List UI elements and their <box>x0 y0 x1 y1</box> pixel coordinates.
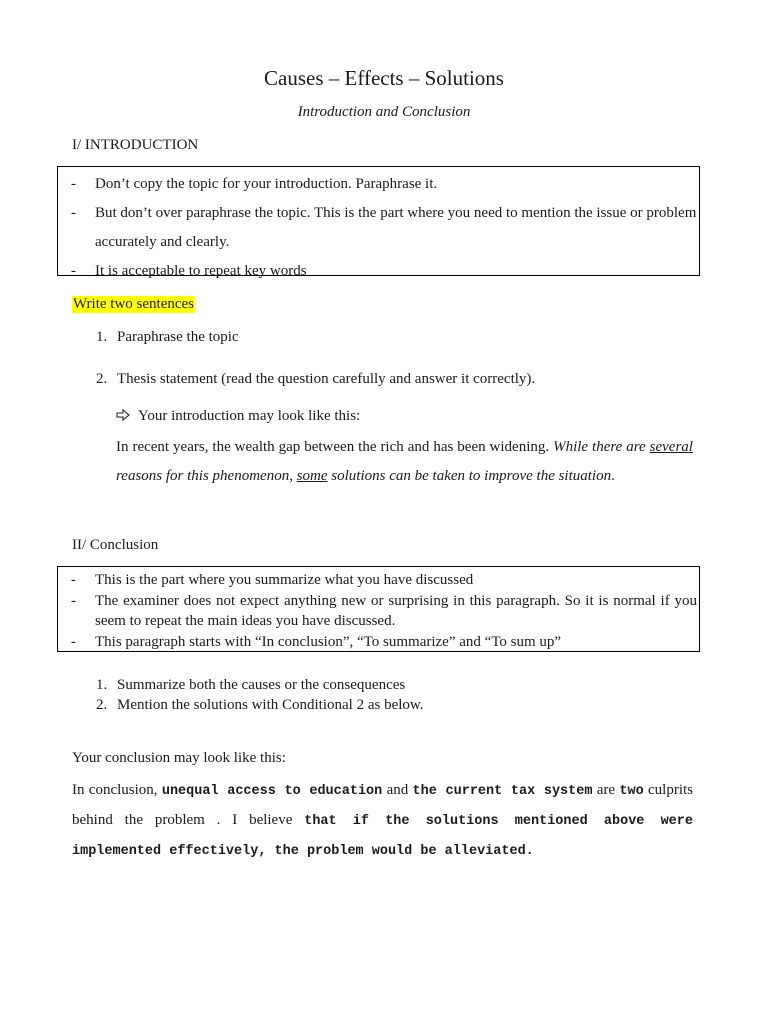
example-text: In conclusion, <box>72 782 162 798</box>
tip-text: It is acceptable to repeat key words <box>95 263 307 279</box>
tip-text: But don’t over paraphrase the topic. This is the part where you need to mention the issue or problem accurately and clearly. <box>95 205 697 250</box>
conclusion-tips-box <box>57 566 700 652</box>
example-text: are <box>592 782 620 798</box>
conclusion-heading: II/ Conclusion <box>72 537 159 553</box>
conclusion-tip <box>58 570 697 591</box>
arrow-right-icon <box>116 408 138 425</box>
conclusion-example-paragraph <box>72 776 693 866</box>
intro-tip <box>58 170 699 199</box>
step-number: 1. <box>96 329 108 345</box>
intro-tip <box>58 257 699 286</box>
tip-dash: - <box>71 572 76 588</box>
highlighted-instruction: Write two sentences <box>73 296 195 312</box>
step-number: 2. <box>96 371 108 387</box>
example-bold: unequal access to education <box>161 784 383 799</box>
tip-text: Don’t copy the topic for your introduction. Paraphrase it. <box>95 176 438 192</box>
step-text: Mention the solutions with Conditional 2 as below. <box>117 697 424 713</box>
intro-tip <box>58 199 699 257</box>
tip-text: This paragraph starts with “In conclusion”, “To summarize” and “To sum up” <box>95 633 562 650</box>
example-period: . <box>611 468 615 484</box>
tip-dash: - <box>71 205 76 221</box>
step-text: Summarize both the causes or the consequences <box>117 677 406 693</box>
tip-dash: - <box>71 592 76 609</box>
conclusion-tip <box>58 632 697 653</box>
step-number: 2. <box>96 697 108 713</box>
tip-dash: - <box>71 176 76 192</box>
example-text: and <box>382 782 413 798</box>
conclusion-tip <box>58 591 697 632</box>
example-bold: two <box>619 784 644 799</box>
intro-heading: I/ INTRODUCTION <box>72 137 199 153</box>
example-text: In recent years, the wealth gap between the rich and has been widening. <box>116 439 554 455</box>
page-title: Causes – Effects – Solutions <box>264 66 504 90</box>
example-lead-text: Your introduction may look like this: <box>138 408 361 424</box>
page-subtitle: Introduction and Conclusion <box>297 104 471 120</box>
example-underlined: several <box>649 439 693 455</box>
example-text: culprits behind the problem . I believe <box>72 782 694 828</box>
intro-tips-box <box>57 166 700 279</box>
example-underlined: some <box>296 468 328 484</box>
tip-text: This is the part where you summarize what you have discussed <box>95 572 474 588</box>
example-bold: that if the solutions mentioned above were implemented effectively, the problem would be alleviated. <box>72 814 693 859</box>
intro-example-paragraph <box>116 433 693 491</box>
conclusion-example-lead: Your conclusion may look like this: <box>72 750 286 766</box>
step-text: Thesis statement (read the question carefully and answer it correctly). <box>117 371 536 387</box>
step-text: Paraphrase the topic <box>117 329 239 345</box>
tip-dash: - <box>71 633 76 650</box>
example-italic: While there are <box>553 439 650 455</box>
step-number: 1. <box>96 677 108 693</box>
example-bold: the current tax system <box>412 784 593 799</box>
tip-text: The examiner does not expect anything new or surprising in this paragraph. So it is normal if you seem to repeat the main ideas you have discussed. <box>95 592 697 629</box>
example-italic: solutions can be taken to improve the situation <box>327 468 612 484</box>
tip-dash: - <box>71 263 76 279</box>
intro-example-lead <box>116 408 360 425</box>
example-italic: reasons for this phenomenon, <box>116 468 297 484</box>
